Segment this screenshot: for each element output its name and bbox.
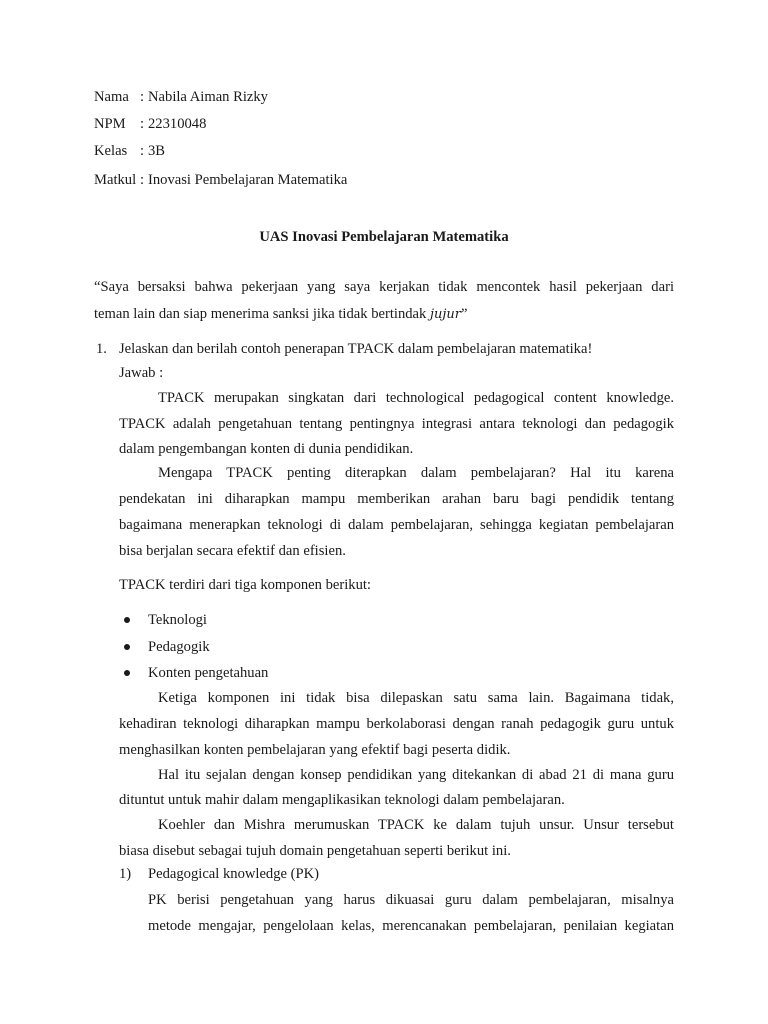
identity-value: Nabila Aiman Rizky xyxy=(148,89,268,105)
identity-value: 3B xyxy=(148,143,166,159)
signature: jujur xyxy=(429,307,462,322)
paragraph-line: Hal itu sejalan dengan konsep pendidikan yang ditekankan di abad 21 di mana guru xyxy=(158,767,674,783)
identity-separator: : xyxy=(140,89,145,105)
bullet-item: Konten pengetahuan xyxy=(148,665,269,681)
paragraph-line: TPACK terdiri dari tiga komponen berikut: xyxy=(119,577,371,593)
question-number: 1. xyxy=(96,341,107,357)
subitem-title: Pedagogical knowledge (PK) xyxy=(148,866,320,882)
paragraph-line: Mengapa TPACK penting diterapkan dalam pembelajaran? Hal itu karena xyxy=(158,465,674,481)
paragraph-line: dalam pengembangan konten di dunia pendidikan. xyxy=(119,441,414,457)
paragraph-line: bagaimana menerapkan teknologi di dalam pembelajaran, sehingga kegiatan pembelajaran xyxy=(119,517,674,533)
identity-separator: : xyxy=(140,143,145,159)
identity-separator: : xyxy=(140,116,145,132)
question-text: Jelaskan dan berilah contoh penerapan TPACK dalam pembelajaran matematika! xyxy=(119,341,593,357)
paragraph-line: Koehler dan Mishra merumuskan TPACK ke dalam tujuh unsur. Unsur tersebut xyxy=(158,817,674,833)
identity-row-matkul xyxy=(94,171,347,189)
paragraph-line: pendekatan ini diharapkan mampu memberikan arahan baru bagi pendidik tentang xyxy=(119,491,674,507)
identity-separator: : xyxy=(140,172,145,188)
pledge-line-1: “Saya bersaksi bahwa pekerjaan yang saya kerjakan tidak mencontek hasil pekerjaan dari xyxy=(94,279,674,295)
paragraph-line: bisa berjalan secara efektif dan efisien. xyxy=(119,543,346,559)
bullet-icon xyxy=(124,644,130,650)
paragraph-line: dituntut untuk mahir dalam mengaplikasikan teknologi dalam pembelajaran. xyxy=(119,792,565,808)
answer-label: Jawab : xyxy=(119,365,164,381)
subitem-number: 1) xyxy=(119,866,132,882)
identity-value: 22310048 xyxy=(148,116,207,132)
identity-row-npm xyxy=(94,115,206,133)
pledge-text: teman lain dan siap menerima sanksi jika tidak bertindak xyxy=(94,306,427,322)
paragraph-line: biasa disebut sebagai tujuh domain pengetahuan seperti berikut ini. xyxy=(119,843,511,859)
document-title: UAS Inovasi Pembelajaran Matematika xyxy=(259,229,509,245)
identity-label: NPM xyxy=(94,116,126,132)
pledge-line-2 xyxy=(94,305,468,324)
identity-row-nama xyxy=(94,88,268,106)
identity-label: Kelas xyxy=(94,143,128,159)
paragraph-line: kehadiran teknologi diharapkan mampu berkolaborasi dengan ranah pedagogik guru untuk xyxy=(119,716,674,732)
paragraph-line: menghasilkan konten pembelajaran yang efektif bagi peserta didik. xyxy=(119,742,511,758)
identity-label: Nama xyxy=(94,89,129,105)
identity-label: Matkul xyxy=(94,172,137,188)
bullet-icon xyxy=(124,617,130,623)
paragraph-line: PK berisi pengetahuan yang harus dikuasai guru dalam pembelajaran, misalnya xyxy=(148,892,674,908)
paragraph-line: TPACK merupakan singkatan dari technological pedagogical content knowledge. xyxy=(158,390,674,406)
close-quote: ” xyxy=(461,306,468,322)
paragraph-line: TPACK adalah pengetahuan tentang pentingnya integrasi antara teknologi dan pedagogik xyxy=(119,416,674,432)
paragraph-line: metode mengajar, pengelolaan kelas, merencanakan pembelajaran, penilaian kegiatan xyxy=(148,918,674,934)
bullet-item: Pedagogik xyxy=(148,639,210,655)
paragraph-line: Ketiga komponen ini tidak bisa dilepaskan satu sama lain. Bagaimana tidak, xyxy=(158,690,674,706)
bullet-item: Teknologi xyxy=(148,612,207,628)
identity-value: Inovasi Pembelajaran Matematika xyxy=(148,172,348,188)
identity-row-kelas xyxy=(94,142,165,160)
bullet-icon xyxy=(124,670,130,676)
